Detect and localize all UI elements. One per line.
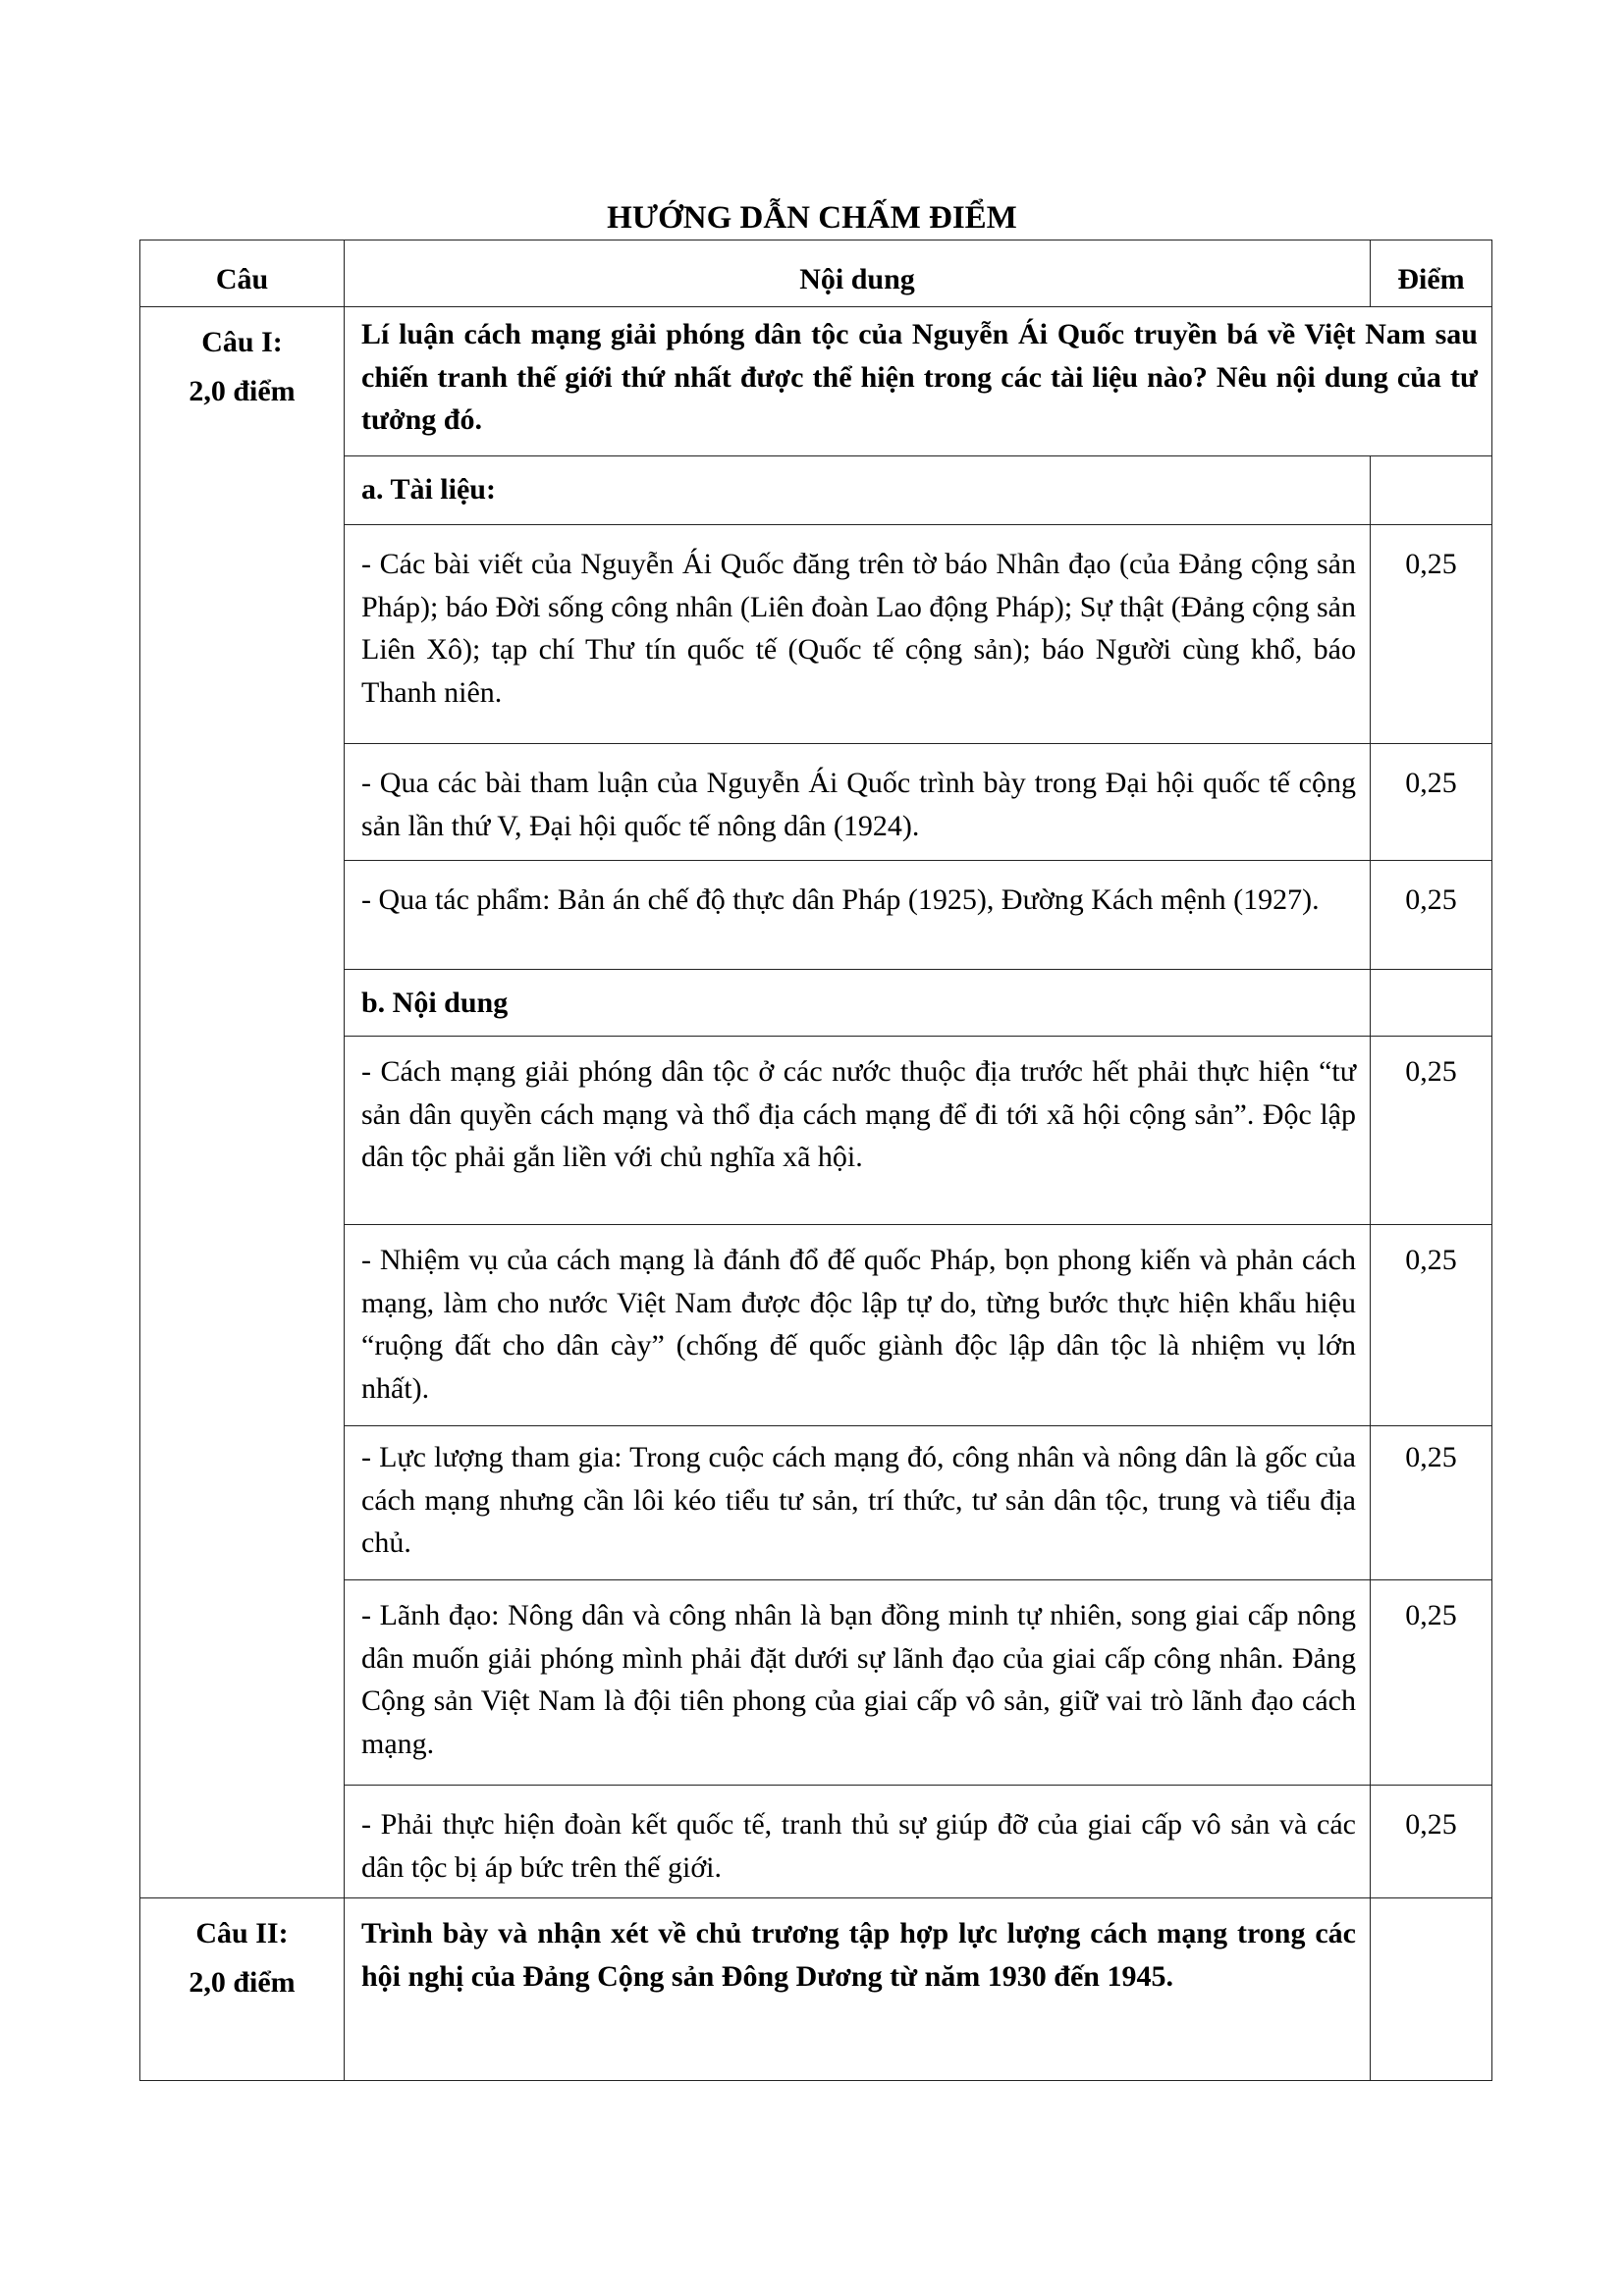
section-a-item-2: - Qua các bài tham luận của Nguyễn Ái Quốc trình bày trong Đại hội quốc tế cộng sản lần thứ V, Đại hội quốc tế nông dân (1924). — [344, 743, 1371, 861]
question-1-label-cell — [139, 306, 345, 1898]
section-b-item-1-score: 0,25 — [1370, 1036, 1492, 1225]
section-b-item-3: - Lực lượng tham gia: Trong cuộc cách mạng đó, công nhân và nông dân là gốc của cách mạng nhưng cần lôi kéo tiểu tư sản, trí thức, tư sản dân tộc, trung và tiểu địa chủ. — [344, 1425, 1371, 1580]
section-b-item-3-score: 0,25 — [1370, 1425, 1492, 1580]
question-1-label: Câu I: — [201, 326, 283, 358]
section-b-item-4: - Lãnh đạo: Nông dân và công nhân là bạn đồng minh tự nhiên, song giai cấp nông dân muốn giải phóng mình phải đặt dưới sự lãnh đạo của giai cấp công nhân. Đảng Cộng sản Việt Nam là đội tiên phong của giai cấp vô sản, giữ vai trò lãnh đạo cách mạng. — [344, 1579, 1371, 1786]
section-a-item-2-score: 0,25 — [1370, 743, 1492, 861]
section-b-item-5-score: 0,25 — [1370, 1785, 1492, 1898]
section-a-score-empty — [1370, 455, 1492, 525]
section-a-heading: a. Tài liệu: — [344, 455, 1371, 525]
question-1-prompt: Lí luận cách mạng giải phóng dân tộc của Nguyễn Ái Quốc truyền bá về Việt Nam sau chiến tranh thế giới thứ nhất được thể hiện trong các tài liệu nào? Nêu nội dung của tư tưởng đó. — [344, 306, 1492, 456]
section-b-score-empty — [1370, 969, 1492, 1037]
section-a-item-1: - Các bài viết của Nguyễn Ái Quốc đăng trên tờ báo Nhân đạo (của Đảng cộng sản Pháp); báo Đời sống công nhân (Liên đoàn Lao động Pháp); Sự thật (Đảng cộng sản Liên Xô); tạp chí Thư tín quốc tế (Quốc tế cộng sản); báo Người cùng khổ, báo Thanh niên. — [344, 524, 1371, 744]
grading-table — [139, 240, 1492, 2081]
header-score: Điểm — [1370, 240, 1492, 307]
question-2-label: Câu II: — [195, 1917, 289, 1949]
section-b-item-4-score: 0,25 — [1370, 1579, 1492, 1786]
section-a-item-3: - Qua tác phẩm: Bản án chế độ thực dân Pháp (1925), Đường Kách mệnh (1927). — [344, 860, 1371, 970]
section-b-item-5: - Phải thực hiện đoàn kết quốc tế, tranh thủ sự giúp đỡ của giai cấp vô sản và các dân tộc bị áp bức trên thế giới. — [344, 1785, 1371, 1898]
question-2-score-empty — [1370, 1897, 1492, 2081]
page-title: HƯỚNG DẪN CHẤM ĐIỂM — [607, 200, 1017, 236]
question-1-points: 2,0 điểm — [189, 374, 296, 407]
header-content: Nội dung — [344, 240, 1371, 307]
section-a-item-1-score: 0,25 — [1370, 524, 1492, 744]
section-b-item-2: - Nhiệm vụ của cách mạng là đánh đổ đế quốc Pháp, bọn phong kiến và phản cách mạng, làm cho nước Việt Nam được độc lập tự do, từng bước thực hiện khẩu hiệu “ruộng đất cho dân cày” (chống đế quốc giành độc lập dân tộc là nhiệm vụ lớn nhất). — [344, 1224, 1371, 1426]
question-2-points: 2,0 điểm — [189, 1965, 296, 1999]
question-2-prompt: Trình bày và nhận xét về chủ trương tập hợp lực lượng cách mạng trong các hội nghị của Đảng Cộng sản Đông Dương từ năm 1930 đến 1945. — [344, 1897, 1371, 2081]
header-question: Câu — [139, 240, 345, 307]
section-a-item-3-score: 0,25 — [1370, 860, 1492, 970]
section-b-item-2-score: 0,25 — [1370, 1224, 1492, 1426]
question-2-label-cell — [139, 1897, 345, 2081]
section-b-item-1: - Cách mạng giải phóng dân tộc ở các nước thuộc địa trước hết phải thực hiện “tư sản dân quyền cách mạng và thổ địa cách mạng để đi tới xã hội cộng sản”. Độc lập dân tộc phải gắn liền với chủ nghĩa xã hội. — [344, 1036, 1371, 1225]
section-b-heading: b. Nội dung — [344, 969, 1371, 1037]
